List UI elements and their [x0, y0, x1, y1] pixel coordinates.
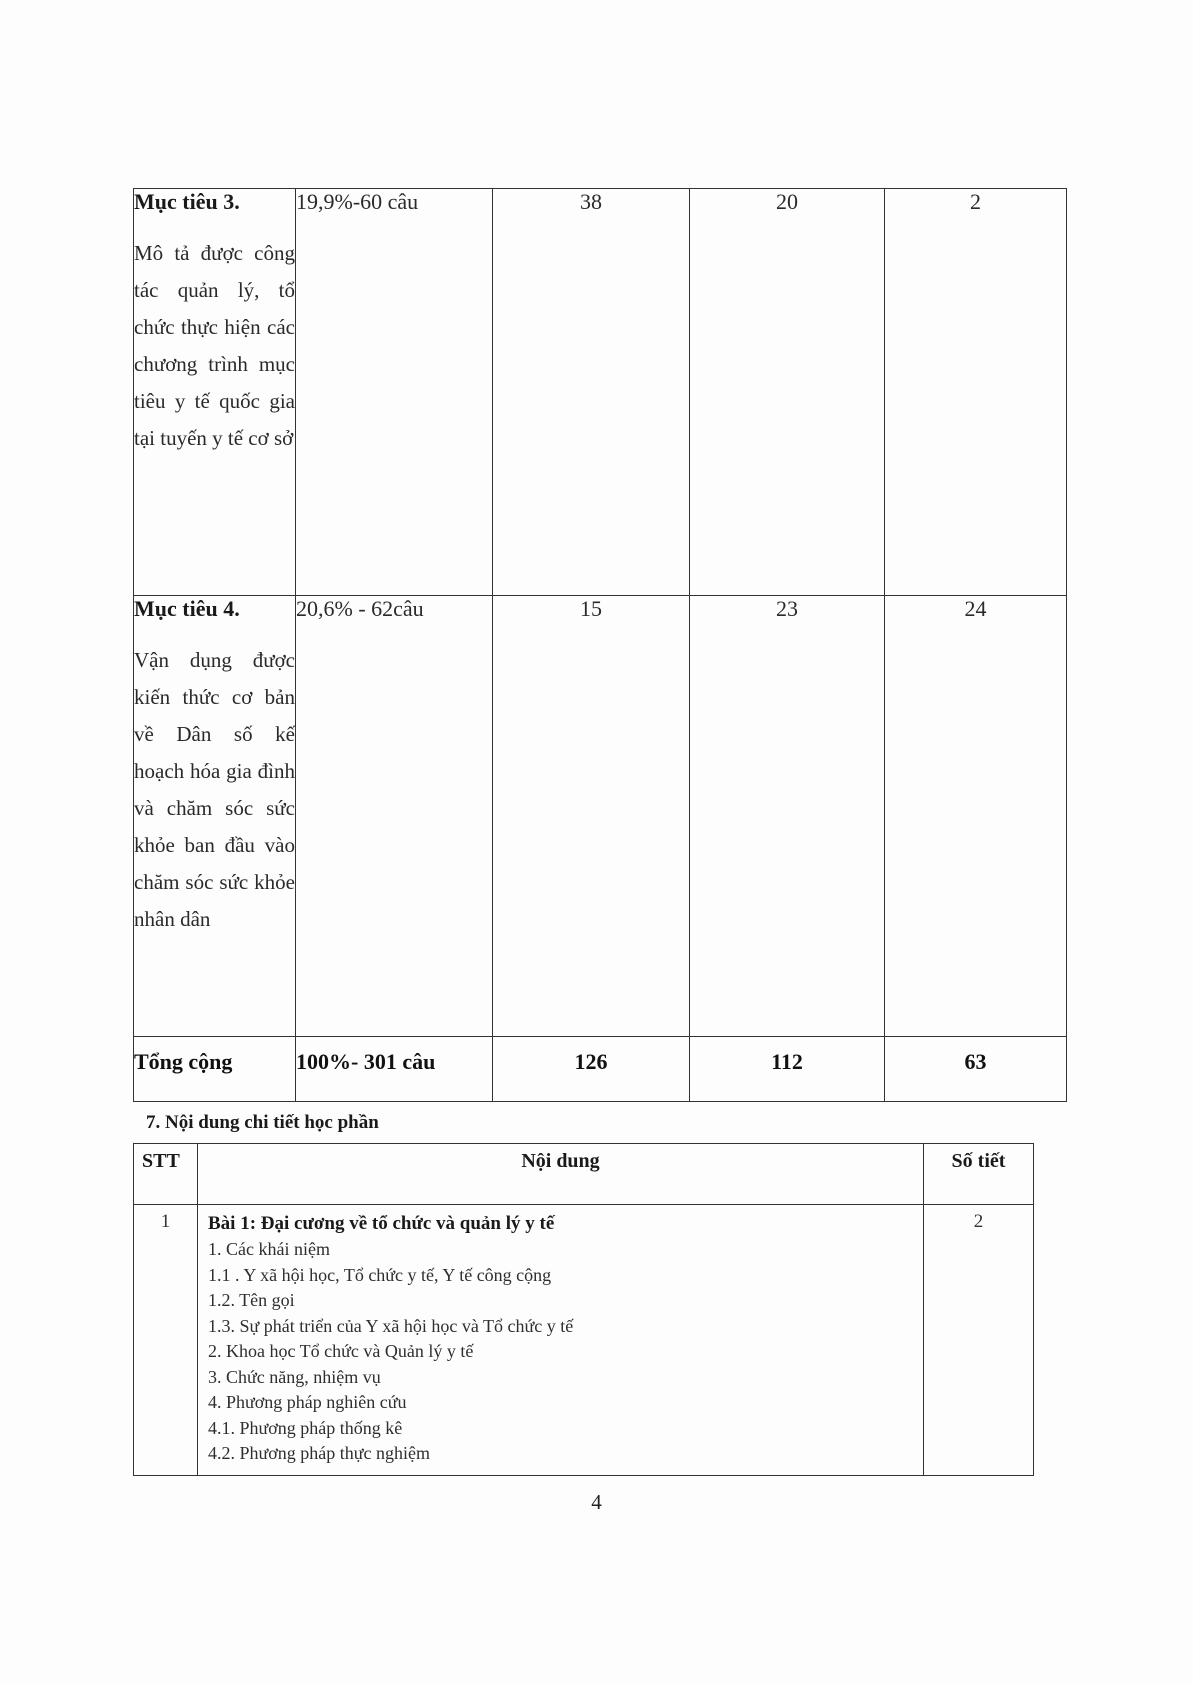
total-count-1: 126 [493, 1037, 690, 1102]
total-ratio: 100%- 301 câu [296, 1037, 493, 1102]
objective-description: Mô tả được công tác quản lý, tổ chức thực hiện các chương trình mục tiêu y tế quốc gia tại tuyến y tế cơ sở [134, 241, 295, 450]
total-row [134, 1037, 1067, 1102]
topic-item: 1.2. Tên gọi [208, 1290, 295, 1310]
total-label: Tổng cộng [134, 1037, 296, 1102]
objective-row-3 [134, 189, 1067, 596]
objective-description: Vận dụng được kiến thức cơ bản về Dân số kế hoạch hóa gia đình và chăm sóc sức khỏe ban đầu vào chăm sóc sức khỏe nhân dân [134, 648, 295, 931]
total-count-3: 63 [885, 1037, 1067, 1102]
row-periods: 2 [924, 1205, 1034, 1476]
topic-item: 2. Khoa học Tổ chức và Quản lý y tế [208, 1341, 474, 1361]
objective-ratio: 20,6% - 62câu [296, 596, 493, 1037]
topic-item: 4.2. Phương pháp thực nghiệm [208, 1443, 431, 1463]
objective-title: Mục tiêu 4. [134, 596, 240, 621]
header-stt: STT [134, 1144, 198, 1205]
objective-count-3: 24 [885, 596, 1067, 1037]
row-stt: 1 [134, 1205, 198, 1476]
topic-item: 1.1 . Y xã hội học, Tổ chức y tế, Y tế công cộng [208, 1264, 552, 1285]
objective-row-4 [134, 596, 1067, 1037]
objective-title: Mục tiêu 3. [134, 189, 240, 214]
objective-count-1: 15 [493, 596, 690, 1037]
objective-count-1: 38 [493, 189, 690, 596]
objective-ratio: 19,9%-60 câu [296, 189, 493, 596]
header-periods: Số tiết [924, 1144, 1034, 1205]
topic-item: 4.1. Phương pháp thống kê [208, 1417, 403, 1438]
objective-cell [134, 189, 296, 596]
objective-count-2: 20 [690, 189, 885, 596]
topic-item: 3. Chức năng, nhiệm vụ [208, 1366, 381, 1387]
topic-item: 4. Phương pháp nghiên cứu [208, 1392, 407, 1412]
topic-item: 1.3. Sự phát triển của Y xã hội học và Tổ chức y tế [208, 1315, 574, 1336]
objective-count-3: 2 [885, 189, 1067, 596]
topic-item: 1. Các khái niệm [208, 1239, 330, 1259]
objective-count-2: 23 [690, 596, 885, 1037]
page-number: 4 [591, 1490, 602, 1514]
table-row [134, 1205, 1034, 1476]
table-header-row [134, 1144, 1034, 1205]
objective-cell [134, 596, 296, 1037]
course-content-table [133, 1143, 1034, 1476]
lesson-title: Bài 1: Đại cương về tổ chức và quản lý y tế [208, 1213, 555, 1234]
objectives-table [133, 188, 1067, 1102]
row-content [198, 1205, 924, 1476]
header-content: Nội dung [198, 1144, 924, 1205]
section-heading: 7. Nội dung chi tiết học phần [146, 1112, 379, 1133]
total-count-2: 112 [690, 1037, 885, 1102]
